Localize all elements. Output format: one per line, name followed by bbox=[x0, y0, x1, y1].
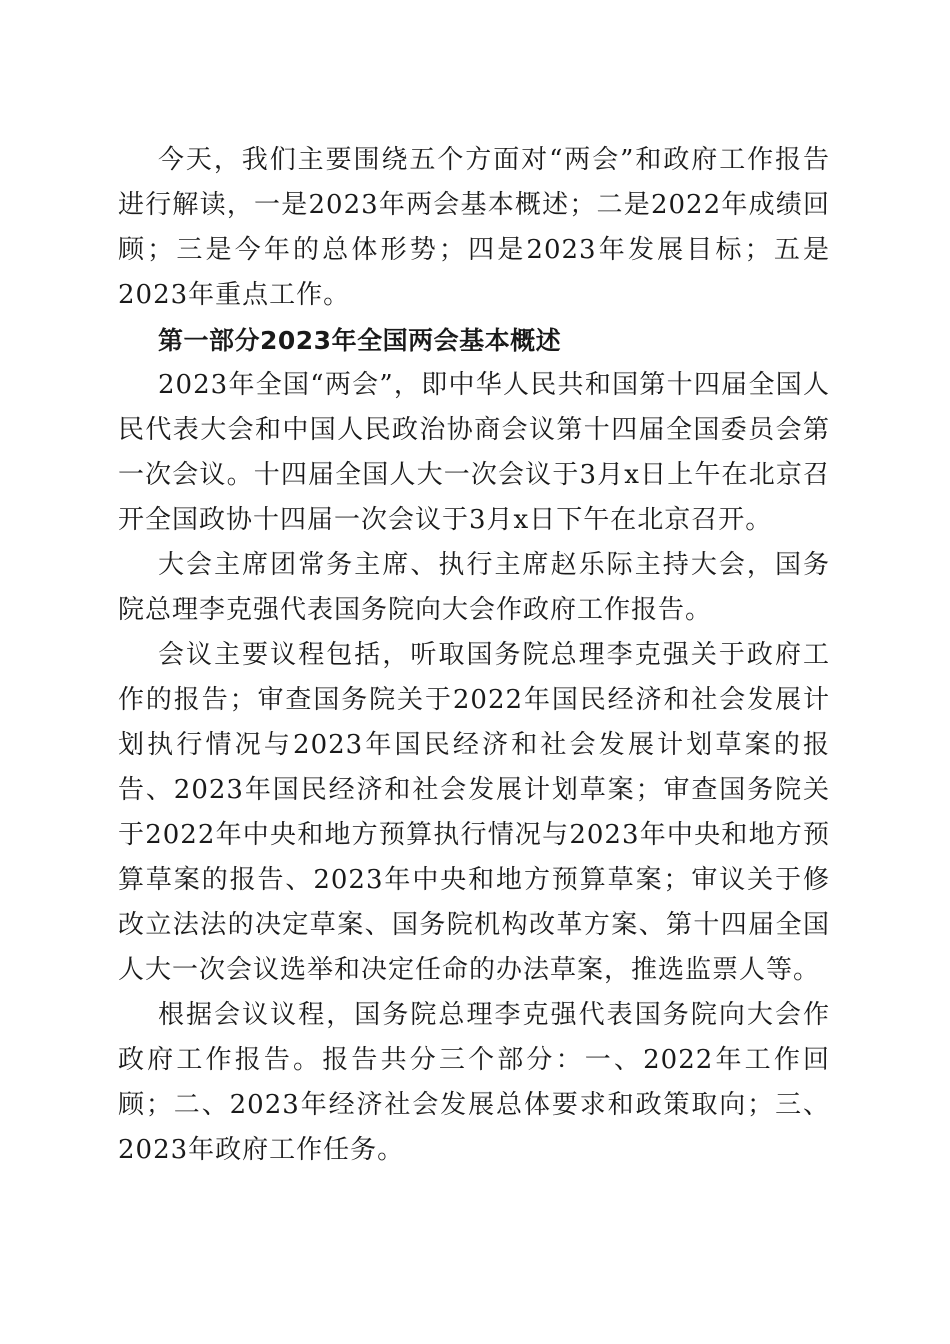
intro-paragraph: 今天，我们主要围绕五个方面对“两会”和政府工作报告进行解读，一是2023年两会基本概述；二是2022年成绩回顾；三是今年的总体形势；四是2023年发展目标；五是2023年重点工作。 bbox=[118, 145, 830, 310]
paragraph-agenda: 会议主要议程包括，听取国务院总理李克强关于政府工作的报告；审查国务院关于2022年国民经济和社会发展计划执行情况与2023年国民经济和社会发展计划草案的报告、2023年国民经济和社会发展计划草案；审查国务院关于2022年中央和地方预算执行情况与2023年中央和地方预算草案的报告、2023年中央和地方预算草案；审议关于修改立法法的决定草案、国务院机构改革方案、第十四届全国人大一次会议选举和决定任命的办法草案，推选监票人等。 bbox=[118, 640, 830, 985]
paragraph-presidium: 大会主席团常务主席、执行主席赵乐际主持大会，国务院总理李克强代表国务院向大会作政府工作报告。 bbox=[118, 550, 830, 625]
document-page bbox=[118, 138, 830, 1173]
paragraph-overview: 2023年全国“两会”，即中华人民共和国第十四届全国人民代表大会和中国人民政治协商会议第十四届全国委员会第一次会议。十四届全国人大一次会议于3月x日上午在北京召开全国政协十四届一次会议于3月x日下午在北京召开。 bbox=[118, 370, 830, 535]
paragraph-report-structure: 根据会议议程，国务院总理李克强代表国务院向大会作政府工作报告。报告共分三个部分：一、2022年工作回顾；二、2023年经济社会发展总体要求和政策取向；三、2023年政府工作任务。 bbox=[118, 1000, 830, 1165]
section-heading: 第一部分2023年全国两会基本概述 bbox=[158, 326, 562, 355]
